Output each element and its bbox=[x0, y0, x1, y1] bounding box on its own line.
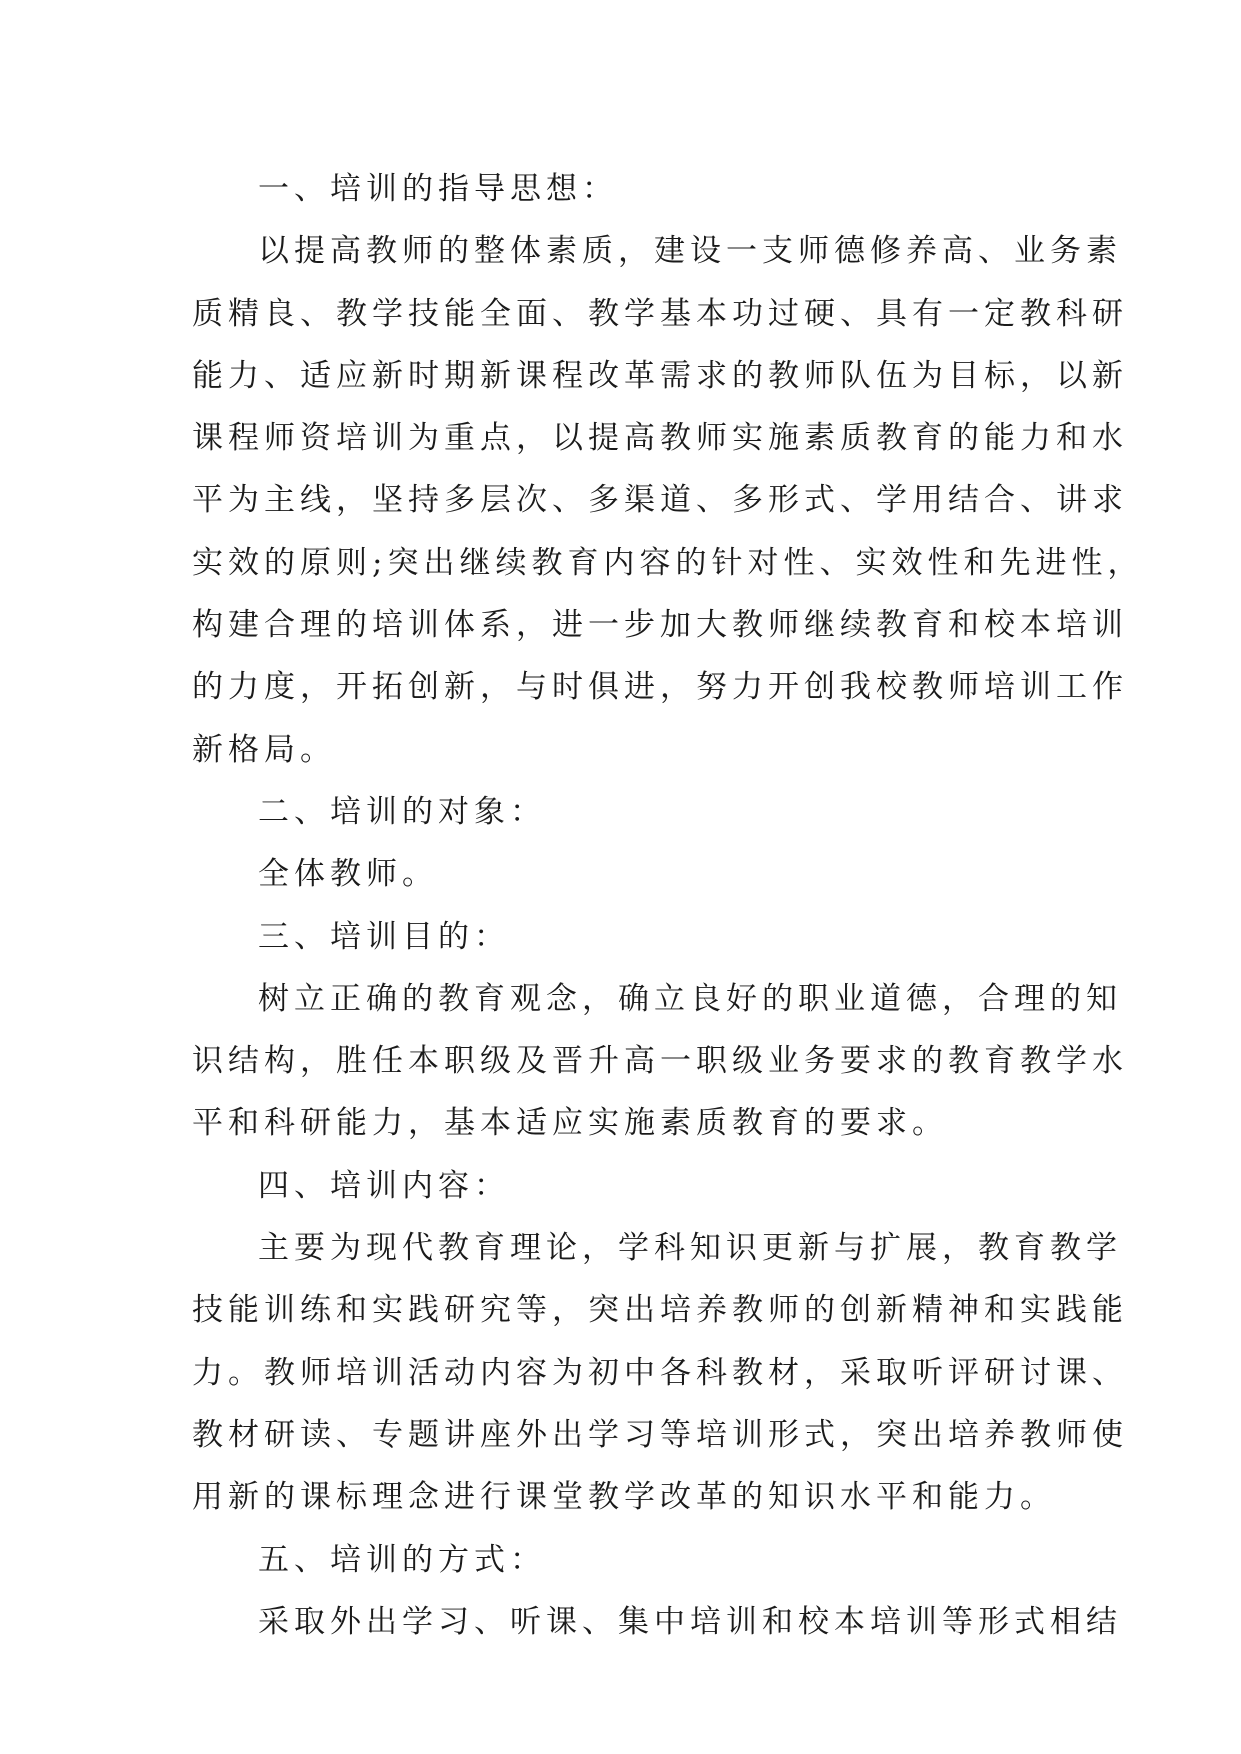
document-line: 教材研读、专题讲座外出学习等培训形式，突出培养教师使 bbox=[192, 1416, 1128, 1453]
document-line: 平为主线，坚持多层次、多渠道、多形式、学用结合、讲求 bbox=[192, 482, 1128, 519]
document-line: 力。教师培训活动内容为初中各科教材，采取听评研讨课、 bbox=[192, 1354, 1128, 1391]
document-line: 新格局。 bbox=[192, 731, 336, 768]
document-line: 构建合理的培训体系，进一步加大教师继续教育和校本培训 bbox=[192, 607, 1128, 644]
document-line: 识结构，胜任本职级及晋升高一职级业务要求的教育教学水 bbox=[192, 1043, 1128, 1080]
document-line: 的力度，开拓创新，与时俱进，努力开创我校教师培训工作 bbox=[192, 669, 1128, 706]
document-line: 四、培训内容： bbox=[258, 1167, 510, 1204]
document-line: 五、培训的方式： bbox=[258, 1541, 546, 1578]
document-line: 一、培训的指导思想： bbox=[258, 171, 618, 207]
document-line: 三、培训目的： bbox=[258, 918, 510, 955]
document-line: 平和科研能力，基本适应实施素质教育的要求。 bbox=[192, 1105, 948, 1142]
document-line: 用新的课标理念进行课堂教学改革的知识水平和能力。 bbox=[192, 1479, 1056, 1516]
document-line: 能力、适应新时期新课程改革需求的教师队伍为目标，以新 bbox=[192, 357, 1128, 394]
document-line: 技能训练和实践研究等，突出培养教师的创新精神和实践能 bbox=[192, 1292, 1128, 1329]
document-line: 全体教师。 bbox=[258, 856, 438, 893]
document-line: 树立正确的教育观念，确立良好的职业道德，合理的知 bbox=[258, 980, 1122, 1017]
document-body bbox=[192, 158, 1144, 1653]
document-line: 质精良、教学技能全面、教学基本功过硬、具有一定教科研 bbox=[192, 295, 1128, 332]
document-line: 以提高教师的整体素质，建设一支师德修养高、业务素 bbox=[258, 233, 1122, 270]
document-line: 实效的原则;突出继续教育内容的针对性、实效性和先进性， bbox=[192, 544, 1144, 581]
document-line: 主要为现代教育理论，学科知识更新与扩展，教育教学 bbox=[258, 1230, 1122, 1267]
document-line: 课程师资培训为重点，以提高教师实施素质教育的能力和水 bbox=[192, 420, 1128, 457]
document-line: 采取外出学习、听课、集中培训和校本培训等形式相结 bbox=[258, 1603, 1122, 1640]
document-line: 二、培训的对象： bbox=[258, 793, 546, 830]
